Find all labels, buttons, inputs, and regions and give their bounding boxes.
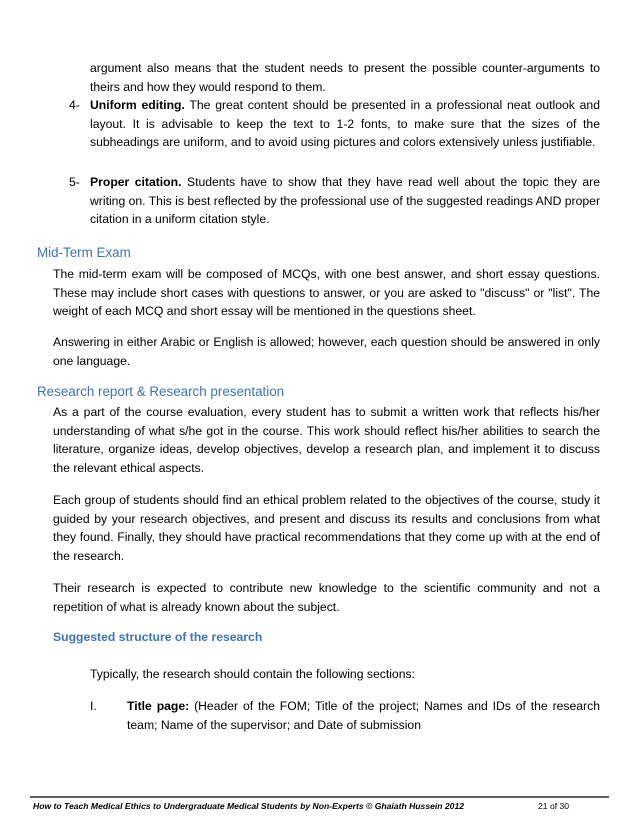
midterm-paragraph-1: The mid-term exam will be composed of MCQs, with one best answer, and short essay questions. These may include short cases with questions to answer, or you are asked to "discuss" or "list". The weight of each MCQ and short essay will be mentioned in the questions sheet. — [53, 267, 600, 318]
midterm-heading: Mid-Term Exam — [37, 245, 131, 260]
research-paragraph-1: As a part of the course evaluation, every student has to submit a written work that reflects his/her understanding of what s/he got in the course. This work should reflect his/her abilities to search the literature, organize ideas, develop objectives, develop a research plan, and implement it to discuss the relevant ethical aspects. — [53, 405, 600, 475]
structure-item-title-page — [127, 697, 600, 734]
list-item-title: Proper citation. — [90, 175, 182, 189]
research-paragraph-3: Their research is expected to contribute new knowledge to the scientific community and not a repetition of what is already known about the subject. — [53, 581, 600, 614]
list-item-number: 4- — [69, 98, 80, 112]
midterm-paragraph-2: Answering in either Arabic or English is allowed; however, each question should be answered in only one language. — [53, 335, 600, 368]
list-item-text: Students have to show that they have read well about the topic they are writing on. This is best reflected by the professional use of the suggested readings AND proper citation in a uniform citation style. — [90, 175, 601, 226]
page-number: 21 of 30 — [538, 801, 570, 811]
research-paragraph-2: Each group of students should find an ethical problem related to the objectives of the course, study it guided by your research objectives, and present and discuss its results and conclusions from what they found. Finally, they should have practical recommendations that they come up with at the end of the research. — [53, 493, 600, 563]
structure-heading: Suggested structure of the research — [53, 630, 263, 644]
structure-item-title: Title page: — [127, 699, 190, 713]
list-item-number: 5- — [69, 175, 80, 189]
list-item-uniform-editing — [90, 96, 600, 152]
structure-intro: Typically, the research should contain the following sections: — [90, 667, 415, 681]
list-item-proper-citation — [90, 173, 600, 229]
research-heading: Research report & Research presentation — [37, 384, 285, 399]
footer-citation: How to Teach Medical Ethics to Undergraduate Medical Students by Non-Experts © Ghaiath Hussein 2012 — [33, 801, 465, 811]
structure-item-numeral: I. — [90, 699, 97, 713]
structure-item-text: (Header of the FOM; Title of the project; Names and IDs of the research team; Name of the supervisor; and Date of submission — [127, 699, 600, 732]
list-item-text: The great content should be presented in a professional neat outlook and layout. It is advisable to keep the text to 1-2 fonts, to make sure that the sizes of the subheadings are uniform, and to avoid using pictures and colors extensively unless justifiable. — [90, 98, 600, 149]
list-continuation-text: argument also means that the student needs to present the possible counter-arguments to theirs and how they would respond to them. — [90, 61, 600, 94]
footer-divider — [30, 796, 609, 798]
list-item-title: Uniform editing. — [90, 98, 185, 112]
